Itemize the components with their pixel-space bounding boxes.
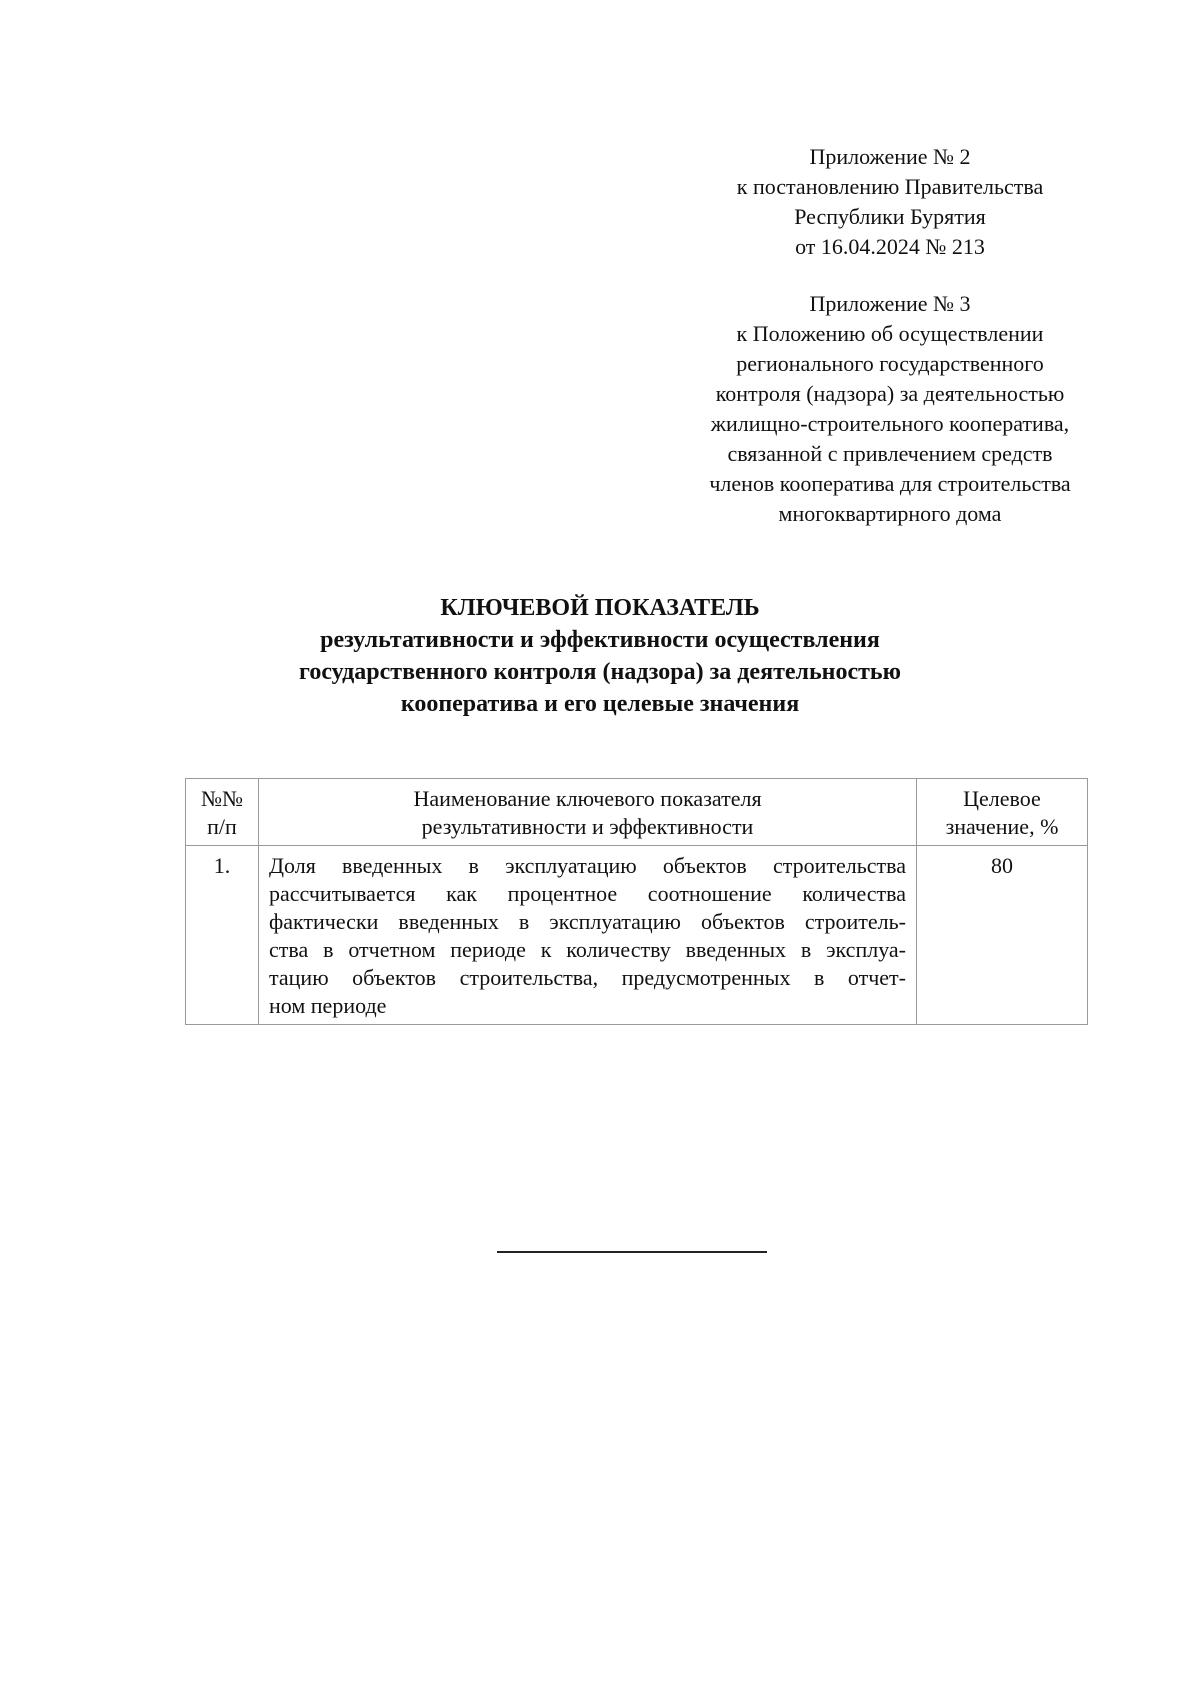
description-line: рассчитывается как процентное соотношение количества [269,881,906,906]
appendix-line: Приложение № 3 [809,291,971,316]
table-row [186,846,1088,1025]
appendix-line: Республики Бурятия [794,204,986,229]
appendix-line: к Положению об осуществлении [736,321,1044,346]
title-line: кооператива и его целевые значения [400,691,800,717]
kpi-table [185,778,1088,1025]
end-divider-line [497,1251,767,1253]
title-line: КЛЮЧЕВОЙ ПОКАЗАТЕЛЬ [440,595,760,621]
appendix-line: связанной с привлечением средств [727,441,1053,466]
appendix-line: к постановлению Правительства [736,174,1044,199]
description-line: ства в отчетном периоде к количеству введенных в эксплуа- [269,937,906,962]
row-description [259,846,917,1025]
description-line: тацию объектов строительства, предусмотренных в отчет- [269,965,906,990]
appendix-line: регионального государственного [736,351,1044,376]
description-line: фактически введенных в эксплуатацию объектов строитель- [269,909,906,934]
header-name [259,779,917,846]
document-title [150,592,1050,720]
header-text: п/п [207,814,237,839]
description-line: Доля введенных в эксплуатацию объектов строительства [269,853,906,878]
description-line: ном периоде [269,993,387,1018]
appendix-line: многоквартирного дома [778,501,1002,526]
appendix-line: от 16.04.2024 № 213 [795,234,985,259]
appendix-line: контроля (надзора) за деятельностью [715,381,1065,406]
title-line: государственного контроля (надзора) за деятельностью [299,659,901,685]
header-text: №№ [201,786,243,811]
appendix-line: Приложение № 2 [809,144,971,169]
row-number: 1. [186,846,259,1025]
appendix-2-header [670,142,1110,262]
header-text: значение, % [945,814,1059,839]
table-header-row [186,779,1088,846]
header-value [917,779,1088,846]
header-text: результативности и эффективности [421,814,754,839]
appendix-line: жилищно-строительного кооператива, [710,411,1070,436]
header-num [186,779,259,846]
header-text: Целевое [963,786,1041,811]
header-text: Наименование ключевого показателя [413,786,762,811]
row-target-value: 80 [917,846,1088,1025]
appendix-line: членов кооператива для строительства [709,471,1071,496]
appendix-3-header [670,289,1110,529]
title-line: результативности и эффективности осуществления [320,627,880,653]
